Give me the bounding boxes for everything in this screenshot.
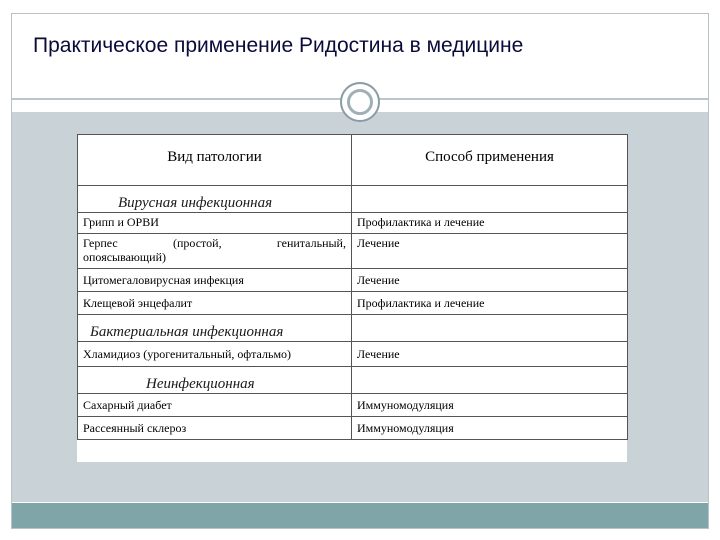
method-cell: Иммуномодуляция — [352, 394, 628, 417]
table-row — [78, 417, 628, 440]
section-empty-cell — [352, 315, 628, 342]
herpes-word: Герпес — [83, 236, 118, 250]
section-empty-cell — [352, 186, 628, 213]
herpes-word: (простой, — [173, 236, 222, 250]
table-row — [78, 342, 628, 367]
herpes-first-line — [83, 236, 346, 250]
section-row-bacterial — [78, 315, 628, 342]
section-row-viral — [78, 186, 628, 213]
table-header-row — [78, 135, 628, 186]
section-title: Вирусная инфекционная — [118, 195, 273, 211]
pathology-cell: Сахарный диабет — [78, 394, 352, 417]
pathology-table — [77, 134, 628, 440]
pathology-cell: Цитомегаловирусная инфекция — [78, 269, 352, 292]
section-title-cell — [78, 367, 352, 394]
herpes-second-line: опоясывающий) — [83, 250, 166, 264]
method-cell: Лечение — [352, 342, 628, 367]
table-row — [78, 394, 628, 417]
header-pathology-type: Вид патологии — [78, 135, 352, 186]
pathology-cell — [78, 234, 352, 269]
method-cell: Лечение — [352, 269, 628, 292]
table-row — [78, 213, 628, 234]
section-title: Бактериальная инфекционная — [90, 324, 284, 340]
pathology-cell: Грипп и ОРВИ — [78, 213, 352, 234]
herpes-word: генитальный, — [276, 236, 346, 250]
pathology-cell: Клещевой энцефалит — [78, 292, 352, 315]
pathology-table-wrapper — [77, 134, 627, 462]
method-cell: Профилактика и лечение — [352, 292, 628, 315]
section-row-noninfectious — [78, 367, 628, 394]
table-row — [78, 234, 628, 269]
method-cell: Лечение — [352, 234, 628, 269]
circle-ornament-inner — [347, 89, 373, 115]
pathology-cell: Хламидиоз (урогенитальный, офтальмо) — [78, 342, 352, 367]
slide-title: Практическое применение Ридостина в медицине — [33, 34, 524, 57]
pathology-cell: Рассеянный склероз — [78, 417, 352, 440]
header-application-method: Способ применения — [352, 135, 628, 186]
section-title-cell — [78, 315, 352, 342]
footer-bar — [12, 503, 708, 528]
circle-ornament-icon — [340, 82, 380, 122]
section-title-cell — [78, 186, 352, 213]
method-cell: Иммуномодуляция — [352, 417, 628, 440]
table-row — [78, 269, 628, 292]
section-title: Неинфекционная — [146, 376, 255, 392]
section-empty-cell — [352, 367, 628, 394]
table-row — [78, 292, 628, 315]
method-cell: Профилактика и лечение — [352, 213, 628, 234]
